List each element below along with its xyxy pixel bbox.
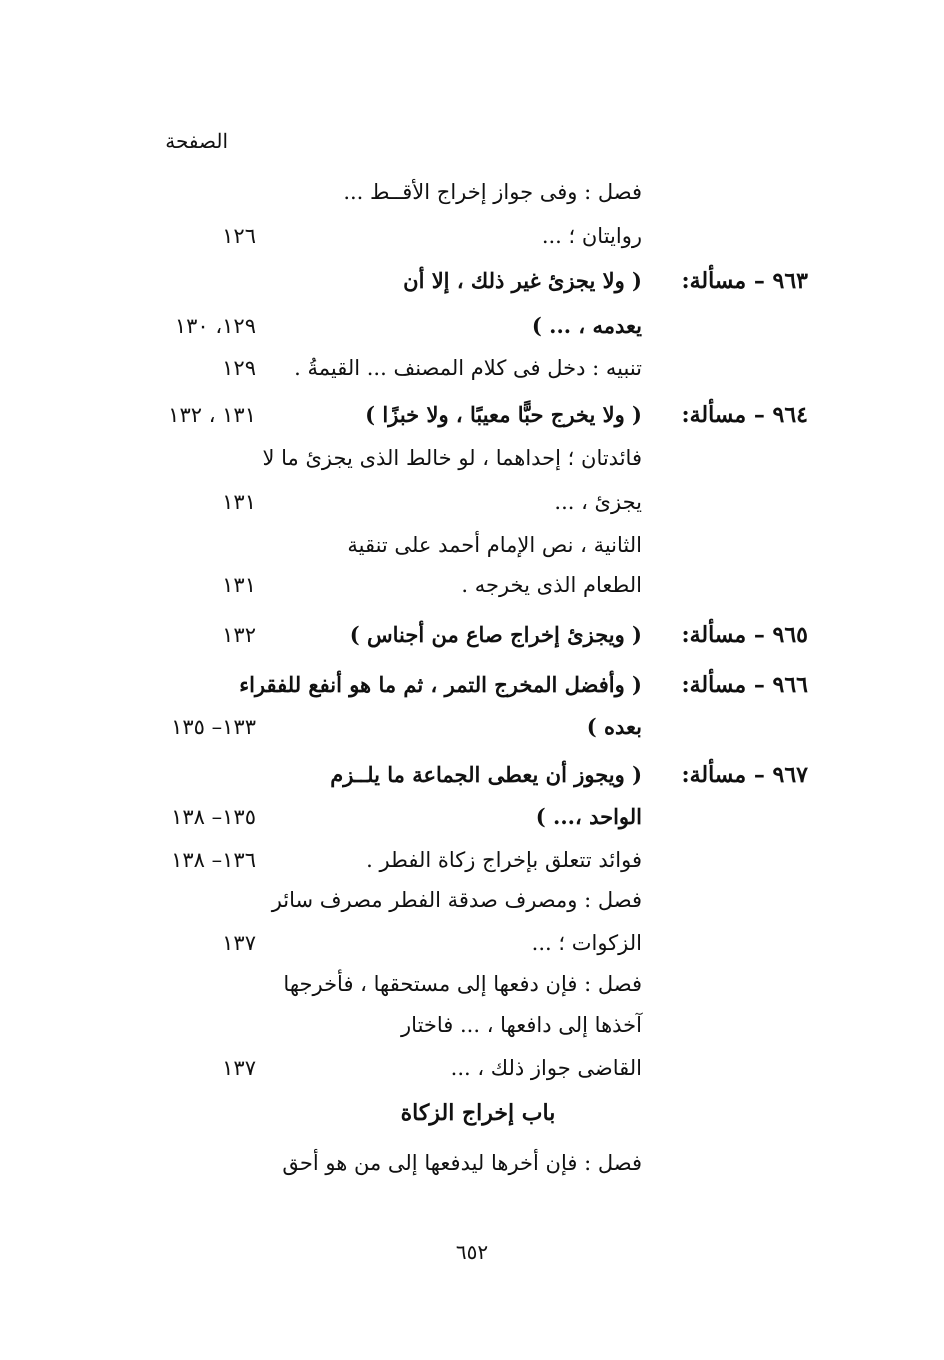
entry-pages: ١٢٦ <box>222 224 256 248</box>
entry-line: فائدتان ؛ إحداهما ، لو خالط الذى يجزئ ما لا <box>262 446 642 470</box>
entry-line: فصل : ومصرف صدقة الفطر مصرف سائر <box>271 888 642 912</box>
entry-line: يعدمه ، ... ) <box>531 313 642 338</box>
page-column-header: الصفحة <box>165 129 228 153</box>
entry-pages: ١٣٧ <box>222 1056 256 1080</box>
entry-pages: ١٣٢ <box>222 623 256 647</box>
entry-line: ( ولا يجزئ غير ذلك ، إلا أن <box>403 268 642 293</box>
entry-line: ( وأفضل المخرج التمر ، ثم ما هو أنفع للفقراء <box>239 672 642 697</box>
entry-line: فصل : فإن دفعها إلى مستحقها ، فأخرجها <box>283 972 642 996</box>
entry-line: ( ولا يخرج حبًّا معيبًا ، ولا خبزًا ) <box>365 402 642 427</box>
entry-pages: ١٣١ <box>222 490 256 514</box>
entry-line: الثانية ، نص الإمام أحمد على تنقية <box>347 533 642 557</box>
entry-line: الطعام الذى يخرجه . <box>461 573 642 597</box>
page-number: ٦٥٢ <box>455 1240 489 1264</box>
entry-pages: ١٣٧ <box>222 931 256 955</box>
entry-pages: ١٣١ ، ١٣٢ <box>168 403 256 427</box>
entry-pages: ١٣٦– ١٣٨ <box>171 848 256 872</box>
entry-pages: ١٣٥– ١٣٨ <box>171 805 256 829</box>
entry-line: يجزئ ، ... <box>554 490 642 514</box>
entry-pages: ١٢٩ <box>222 356 256 380</box>
entry-line: ( ويجزئ إخراج صاع من أجناس ) <box>349 622 642 647</box>
entry-line: فصل : وفى جواز إخراج الأقــط ... <box>343 180 642 204</box>
entry-title: ٩٦٤ – مسألة: <box>681 402 808 428</box>
entry-line: فوائد تتعلق بإخراج زكاة الفطر . <box>366 848 642 872</box>
section-heading: باب إخراج الزكاة <box>400 1100 556 1126</box>
entry-line: القاضى جواز ذلك ، ... <box>450 1056 642 1080</box>
entry-title: ٩٦٣ – مسألة: <box>681 268 808 294</box>
entry-line: بعده ) <box>586 714 642 739</box>
entry-line: الزكوات ؛ ... <box>531 931 642 955</box>
entry-title: ٩٦٥ – مسألة: <box>681 622 808 648</box>
entry-line: روايتان ؛ ... <box>541 224 642 248</box>
entry-pages: ١٣٣– ١٣٥ <box>171 715 256 739</box>
entry-line: تنبيه : دخل فى كلام المصنف ... القيمةُ . <box>294 356 642 380</box>
entry-line: فصل : فإن أخرها ليدفعها إلى من هو أحق <box>282 1151 642 1175</box>
entry-title: ٩٦٧ – مسألة: <box>681 762 808 788</box>
entry-line: الواحد ،... ) <box>535 804 642 829</box>
entry-pages: ١٢٩، ١٣٠ <box>174 314 256 338</box>
entry-title: ٩٦٦ – مسألة: <box>681 672 808 698</box>
entry-line: ( ويجوز أن يعطى الجماعة ما يلــزم <box>330 762 642 787</box>
entry-line: آخذها إلى دافعها ، ... فاختار <box>401 1013 642 1037</box>
entry-pages: ١٣١ <box>222 573 256 597</box>
